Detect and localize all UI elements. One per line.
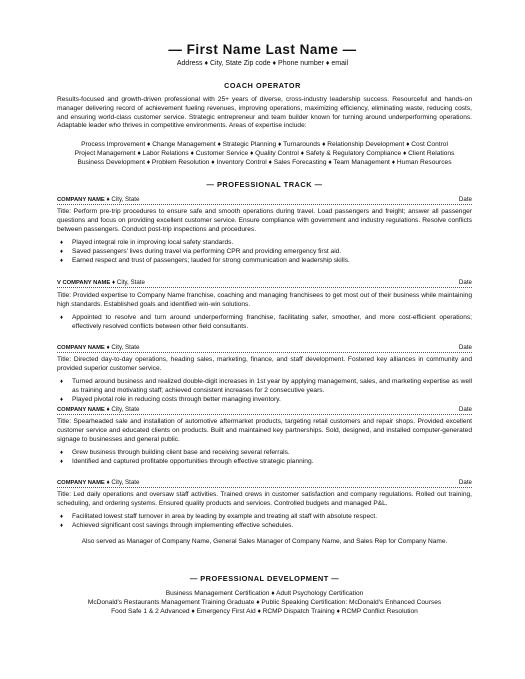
company-name: COMPANY NAME: [57, 480, 105, 486]
development-line: Food Safe 1 & 2 Advanced ♦ Emergency First Aid ♦ RCMP Dispatch Training ♦ RCMP Conflict Resolution: [111, 607, 418, 615]
list-item: ♦ Played pivotal role in reducing costs through better managing inventory.: [60, 395, 281, 403]
job-description: Title: Spearheaded sale and installation of automotive aftermarket products, targeting retail customers and repair shops. Provided excellent customer service and educated clients on products. Built and maintained key partnerships. Sold, designed, and installed computer-generated signage to businesses and general public.: [57, 418, 472, 443]
job-header: [57, 406, 472, 415]
list-item: ♦ Identified and captured profitable opportunities through effective strategic planning.: [60, 457, 314, 465]
company-location: ♦ City, State: [104, 196, 140, 203]
job-date: Date: [458, 344, 472, 351]
bullet-diamond-icon: ♦: [60, 315, 64, 321]
job-company: [57, 196, 141, 203]
job-description: Title: Led daily operations and oversaw staff activities. Trained crews in customer satisfaction and company regulations. Rolled out training, scheduling, and ordering systems. Ensured quality products and services. Controlled budgets and managed P&L.: [57, 491, 472, 507]
list-item: ♦ Earned respect and trust of passengers; lauded for strong communication and leadership skills.: [60, 256, 350, 264]
job-achievements: [57, 513, 472, 531]
company-name: COMPANY NAME: [57, 197, 105, 203]
company-location: ♦ City, State: [104, 479, 140, 486]
list-item: ♦ Appointed to resolve and turn around underperforming franchise, facilitating safer, smoother, and more cost-efficient operations; effectively resolved conflicts between other field consultants.: [60, 314, 472, 330]
bullet-diamond-icon: ♦: [60, 240, 64, 246]
bullet-diamond-icon: ♦: [60, 450, 64, 456]
job-date: Date: [458, 196, 472, 203]
bullet-diamond-icon: ♦: [60, 257, 64, 264]
job-header: [57, 279, 472, 288]
job-date: Date: [458, 406, 472, 413]
company-name: COMPANY NAME: [57, 407, 105, 413]
bullet-diamond-icon: ♦: [60, 522, 64, 529]
job-company: [57, 279, 147, 286]
skills-line: Business Development ♦ Problem Resolution ♦ Inventory Control ♦ Sales Forecasting ♦ Team Management ♦ Human Resources: [77, 158, 452, 166]
additional-roles-note: Also served as Manager of Company Name, General Sales Manager of Company Name, and Sales Rep for Company Name.: [81, 538, 448, 545]
job-header: [57, 479, 472, 488]
job-achievements: [57, 239, 472, 265]
list-item: ♦ Saved passengers' lives during travel via performing CPR and providing emergency first aid.: [60, 247, 342, 255]
resume-headline: COACH OPERATOR: [224, 81, 301, 90]
job-description: Title: Provided expertise to Company Name franchise, coaching and managing franchisees to get most out of their business while maintaining high standards. Established goals and identified win-win solutions.: [57, 292, 472, 308]
company-location: ♦ City, State: [104, 344, 140, 351]
company-name: V COMPANY NAME: [57, 280, 111, 286]
skills-line: Project Management ♦ Labor Relations ♦ Customer Service ♦ Quality Control ♦ Safety & Regulatory Compliance ♦ Client Relations: [74, 149, 455, 157]
skills-line: Process Improvement ♦ Change Management ♦ Strategic Planning ♦ Turnarounds ♦ Relationship Development ♦ Cost Control: [81, 141, 448, 148]
list-item: ♦ Played integral role in improving local safety standards.: [60, 239, 234, 246]
company-location: ♦ City, State: [110, 279, 145, 286]
job-achievements: [57, 378, 472, 404]
job-description: Title: Directed day-to-day operations, heading sales, marketing, finance, and staff development. Fostered key alliances in community and provided superior customer service.: [57, 356, 472, 372]
list-item: ♦ Grew business through building client base and receiving several referrals.: [60, 449, 290, 456]
job-header: [57, 344, 472, 353]
skills-block: [57, 141, 472, 167]
bullet-diamond-icon: ♦: [60, 514, 64, 520]
summary-paragraph: Results-focused and growth-driven professional with 25+ years of diverse, cross-industry leadership success. Resourceful and hands-on manager delivering record of achievement fueling revenues, improving operations, maximizing efficiency, eliminating waste, reducing costs, and ensuring world-class customer service. Strategic entrepreneur and team builder known for turning around underperforming operations. Adaptable leader who thrives in competitive environments. Areas of expertise include:: [57, 96, 472, 130]
job-company: [57, 344, 141, 351]
bullet-diamond-icon: ♦: [60, 248, 64, 255]
job-header: [57, 196, 472, 205]
development-line: McDonald's Restaurants Management Training Graduate ♦ Public Speaking Certification: McDonald's Enhanced Courses: [87, 598, 442, 606]
job-achievements: [57, 314, 472, 332]
company-name: COMPANY NAME: [57, 345, 105, 351]
bullet-diamond-icon: ♦: [60, 396, 64, 403]
job-description: Title: Perform pre-trip procedures to ensure safe and smooth operations during travel. Load passengers and freight; answer all passenger questions and focus on providing excellent customer service. Ensure compliance with government and industry regulations. Resolve conflicts between passengers. Conduct post-trip inspections and procedures.: [57, 208, 472, 233]
company-location: ♦ City, State: [104, 406, 140, 413]
bullet-diamond-icon: ♦: [60, 458, 64, 465]
section-heading-professional-development: — PROFESSIONAL DEVELOPMENT —: [189, 574, 340, 583]
contact-line: Address ♦ City, State Zip code ♦ Phone number ♦ email: [176, 60, 349, 67]
job-company: [57, 479, 141, 486]
development-line: Business Management Certification ♦ Adult Psychology Certification: [165, 590, 364, 597]
list-item: ♦ Achieved significant cost savings through implementing effective schedules.: [60, 521, 294, 529]
candidate-name: — First Name Last Name —: [168, 42, 357, 57]
job-date: Date: [458, 279, 472, 286]
development-block: [57, 590, 472, 616]
bullet-diamond-icon: ♦: [60, 379, 64, 385]
job-achievements: [57, 449, 472, 467]
job-company: [57, 406, 141, 413]
job-date: Date: [458, 479, 472, 486]
section-heading-professional-track: — PROFESSIONAL TRACK —: [206, 180, 323, 189]
list-item: ♦ Turned around business and realized double-digit increases in 1st year by applying management, sales, and marketing expertise as well as training and motivating staff; achieved consistent increases for 2 consecutive years.: [60, 378, 472, 394]
list-item: ♦ Facilitated lowest staff turnover in area by leading by example and treating all staff with absolute respect.: [60, 513, 378, 520]
